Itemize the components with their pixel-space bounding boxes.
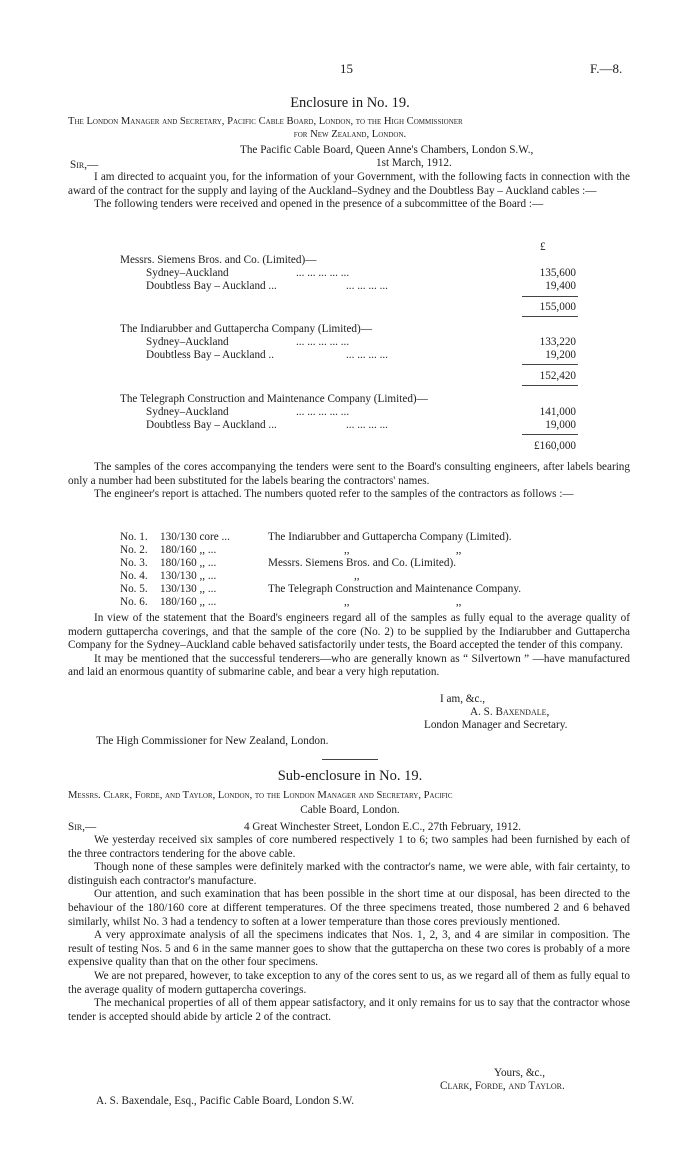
subenclosure-paragraph: Our attention, and such examination that has been possible in the short time at our disposal, has been directed to the behaviour of the 180/160 core at different temperatures. Of the three specimens treated, those numbered 2 and 6 behaved similarly, whilst No. 3 had a tendency to soften at a lower temperature than those cores previously mentioned. (68, 888, 630, 928)
tender-item-row: Doubtless Bay – Auckland ... ... ... ... ... 19,400 (146, 280, 576, 292)
sum-rule (522, 385, 578, 386)
subenclosure-paragraph: The mechanical properties of all of them appear satisfactory, and it only remains for us to say that the contractor whose tender is accepted should abide by article 2 of the contract. (68, 997, 630, 1023)
sum-rule (522, 364, 578, 365)
tender-company: The Indiarubber and Guttapercha Company (Limited)— (120, 323, 372, 335)
sum-rule (522, 296, 578, 297)
enclosure-addressee: The High Commissioner for New Zealand, London. (96, 735, 329, 747)
sum-rule (522, 316, 578, 317)
sample-row: No. 4. 130/130 ,, ... ,, (120, 570, 360, 582)
sample-row: No. 2. 180/160 ,, ... ,, ,, (120, 544, 462, 556)
subenclosure-salutation: Sir,— (68, 821, 97, 833)
sum-rule (522, 434, 578, 435)
tender-company: Messrs. Siemens Bros. and Co. (Limited)— (120, 254, 317, 266)
enclosure-salutation: Sir,— (70, 159, 99, 171)
enclosure-paragraph: The engineer's report is attached. The numbers quoted refer to the samples of the contractors as follows :— (94, 488, 574, 501)
enclosure-body-samples (68, 461, 630, 502)
enclosure-paragraph: I am directed to acquaint you, for the information of your Government, with the following facts in connection with the award of the contract for the supply and laying of the Auckland–Sydney and the Doubtless Bay – Auckland cables :— (68, 171, 630, 197)
subenclosure-signature: Clark, Forde, and Taylor. (440, 1080, 565, 1092)
enclosure-signature-title: London Manager and Secretary. (424, 719, 568, 731)
document-reference: F.—8. (590, 61, 623, 76)
tender-company: The Telegraph Construction and Maintenance Company (Limited)— (120, 393, 428, 405)
subenclosure-from-line1: Messrs. Clark, Forde, and Taylor, London, to the London Manager and Secretary, Pacific (68, 790, 453, 801)
subenclosure-paragraph: A very approximate analysis of all the specimens indicates that Nos. 1, 2, 3, and 4 are similar in composition. The result of testing Nos. 5 and 6 in the same manner goes to show that the guttapercha on these two cores is probably of a more expensive quality than that on the other four specimens. (68, 929, 630, 969)
enclosure-body-decision (68, 612, 630, 680)
subenclosure-paragraph: We yesterday received six samples of core numbered respectively 1 to 6; two samples had been furnished by each of the three contractors tendering for the above cable. (68, 834, 630, 860)
subenclosure-addressee: A. S. Baxendale, Esq., Pacific Cable Board, London S.W. (96, 1095, 355, 1107)
enclosure-paragraph: In view of the statement that the Board's engineers regard all of the samples as fully equal to the average quality of modern guttapercha coverings, and that the sample of the core (No. 2) to be supplied by the Indiarubber and Guttapercha Company for the Sydney–Auckland cable behaved satisfactorily under tests, the Board accepted the tender of this company. (68, 612, 630, 652)
tender-item-row: Sydney–Auckland ... ... ... ... ... 141,000 (146, 406, 576, 418)
subenclosure-closing: Yours, &c., (494, 1067, 546, 1079)
tender-total: 155,000 (539, 301, 576, 313)
enclosure-paragraph: It may be mentioned that the successful tenderers—who are generally known as “ Silvertown ” —have manufactured and laid an enormous quantity of submarine cable, and bear a very high reputation. (68, 652, 630, 679)
enclosure-body-intro (68, 171, 630, 212)
tender-total: 152,420 (539, 370, 576, 382)
sample-row: No. 6. 180/160 ,, ... ,, ,, (120, 596, 462, 608)
tender-item-row: Doubtless Bay – Auckland .. ... ... ... ... 19,200 (146, 349, 576, 361)
subenclosure-from-line2: Cable Board, London. (300, 804, 400, 816)
enclosure-paragraph: The samples of the cores accompanying the tenders were sent to the Board's consulting engineers, after labels bearing only a number had been substituted for the labels bearing the contractors' names. (68, 461, 630, 487)
tender-item-row: Sydney–Auckland ... ... ... ... ... 135,600 (146, 267, 576, 279)
subenclosure-paragraph: We are not prepared, however, to take exception to any of the cores sent to us, as we regard all of them as fully equal to the average quality of modern guttapercha coverings. (68, 969, 630, 996)
subenclosure-address-date: 4 Great Winchester Street, London E.C., 27th February, 1912. (244, 821, 521, 833)
tender-item-row: Doubtless Bay – Auckland ... ... ... ... ... 19,000 (146, 419, 576, 431)
currency-symbol: £ (540, 241, 546, 253)
subenclosure-title: Sub-enclosure in No. 19. (277, 768, 423, 784)
enclosure-date: 1st March, 1912. (376, 157, 452, 169)
enclosure-title: Enclosure in No. 19. (290, 95, 410, 111)
tender-item-row: Sydney–Auckland ... ... ... ... ... 133,220 (146, 336, 576, 348)
enclosure-from-line1: The London Manager and Secretary, Pacific Cable Board, London, to the High Commissioner (68, 116, 463, 127)
sample-row: No. 1. 130/130 core ... The Indiarubber and Guttapercha Company (Limited). (120, 531, 512, 543)
section-divider (322, 759, 378, 760)
enclosure-closing: I am, &c., (440, 693, 486, 705)
subenclosure-paragraph: Though none of these samples were definitely marked with the contractor's name, we were able, with fair certainty, to distinguish each contractor's manufacture. (68, 861, 630, 887)
enclosure-paragraph: The following tenders were received and opened in the presence of a subcommittee of the Board :— (94, 198, 544, 211)
enclosure-address: The Pacific Cable Board, Queen Anne's Chambers, London S.W., (240, 144, 534, 156)
sample-row: No. 5. 130/130 ,, ... The Telegraph Construction and Maintenance Company. (120, 583, 522, 595)
sample-row: No. 3. 180/160 ,, ... Messrs. Siemens Bros. and Co. (Limited). (120, 557, 456, 569)
tender-total: £160,000 (534, 440, 576, 452)
page-number: 15 (340, 61, 353, 76)
subenclosure-body (68, 834, 630, 1024)
enclosure-signature: A. S. Baxendale, (470, 706, 550, 718)
enclosure-from-line2: for New Zealand, London. (293, 129, 407, 140)
